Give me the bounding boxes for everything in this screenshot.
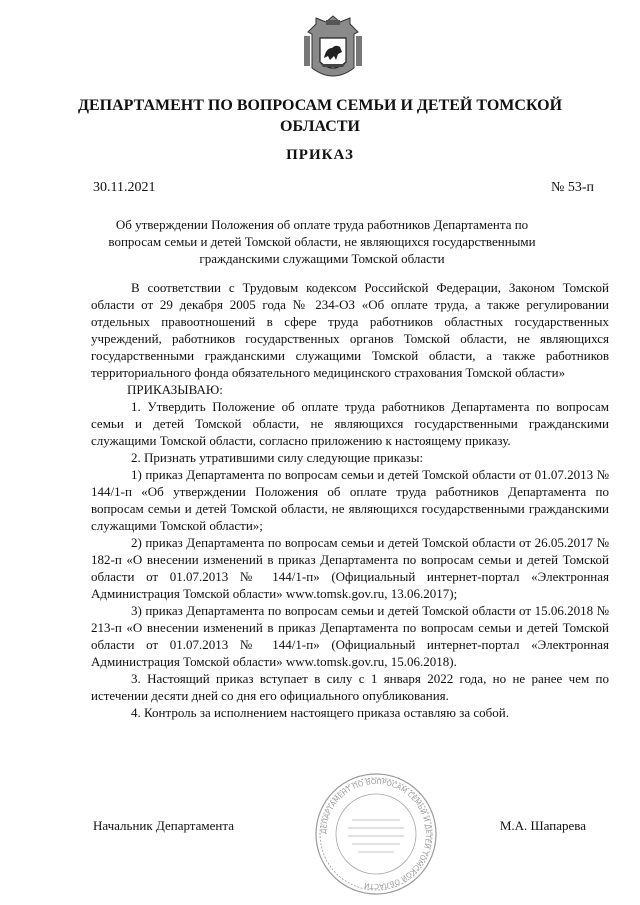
- svg-text:ДЕПАРТАМЕНТ ПО ВОПРОСАМ СЕМЬИ: ДЕПАРТАМЕНТ ПО ВОПРОСАМ СЕМЬИ И ДЕТЕЙ ТОМСКОЙ ОБЛАСТИ: [319, 777, 433, 891]
- order-item: 3) приказ Департамента по вопросам семьи и детей Томской области от 15.06.2018 № 213-п «О внесении изменений в приказ Департамента по вопросам семьи и детей Томской области от 01.07.2013 № 144/1-п» (Официальный интернет-портал «Электронная Администрация Томской области» www.tomsk.gov.ru, 15.06.2018).: [91, 603, 609, 669]
- order-subject: Об утверждении Положения об оплате труда работников Департамента по вопросам семьи и детей Томской области, не являющихся государственными гражданскими служащими Томской области: [108, 217, 536, 266]
- order-item: 2) приказ Департамента по вопросам семьи и детей Томской области от 26.05.2017 № 182-п «О внесении изменений в приказ Департамента по вопросам семьи и детей Томской области от 01.07.2013 № 144/1-п» (Официальный интернет-портал «Электронная Администрация Томской области» www.tomsk.gov.ru, 13.06.2017);: [91, 535, 609, 601]
- preamble-paragraph: В соответствии с Трудовым кодексом Российской Федерации, Законом Томской области от 29 декабря 2005 года № 234-ОЗ «Об оплате труда, а также регулировании отдельных правоотношений в сфере труда работников областных государственных учреждений, работников государственных органов Томской области, не являющихся государственными гражданскими служащими Томской области, а также работников территориального фонда обязательного медицинского страхования Томской области»: [91, 280, 609, 380]
- signature-position: Начальник Департамента: [93, 818, 234, 833]
- order-item: 4. Контроль за исполнением настоящего приказа оставляю за собой.: [131, 705, 509, 720]
- order-title: ПРИКАЗ: [286, 147, 354, 163]
- order-word: ПРИКАЗЫВАЮ:: [127, 382, 223, 397]
- signature-name: М.А. Шапарева: [499, 818, 586, 833]
- order-item: 1. Утвердить Положение об оплате труда работников Департамента по вопросам семьи и детей Томской области, не являющихся государственными гражданскими служащими Томской области, согласно приложению к настоящему приказу.: [91, 399, 609, 448]
- official-seal: [312, 770, 440, 898]
- coat-of-arms-emblem: [300, 14, 366, 86]
- department-title: ДЕПАРТАМЕНТ ПО ВОПРОСАМ СЕМЬИ И ДЕТЕЙ ТОМСКОЙ ОБЛАСТИ: [77, 97, 563, 135]
- order-item: 3. Настоящий приказ вступает в силу с 1 января 2022 года, но не ранее чем по истечении десяти дней со дня его официального опубликования.: [91, 671, 609, 703]
- order-number: № 53-п: [550, 180, 594, 195]
- order-date: 30.11.2021: [93, 180, 156, 195]
- order-body: [91, 279, 609, 721]
- order-item: 1) приказ Департамента по вопросам семьи и детей Томской области от 01.07.2013 № 144/1-п «Об утверждении Положения об оплате труда работников Департамента по вопросам семьи и детей Томской области, не являющихся государственными гражданскими служащими Томской области»;: [91, 467, 609, 533]
- order-item: 2. Признать утратившими силу следующие приказы:: [131, 450, 424, 465]
